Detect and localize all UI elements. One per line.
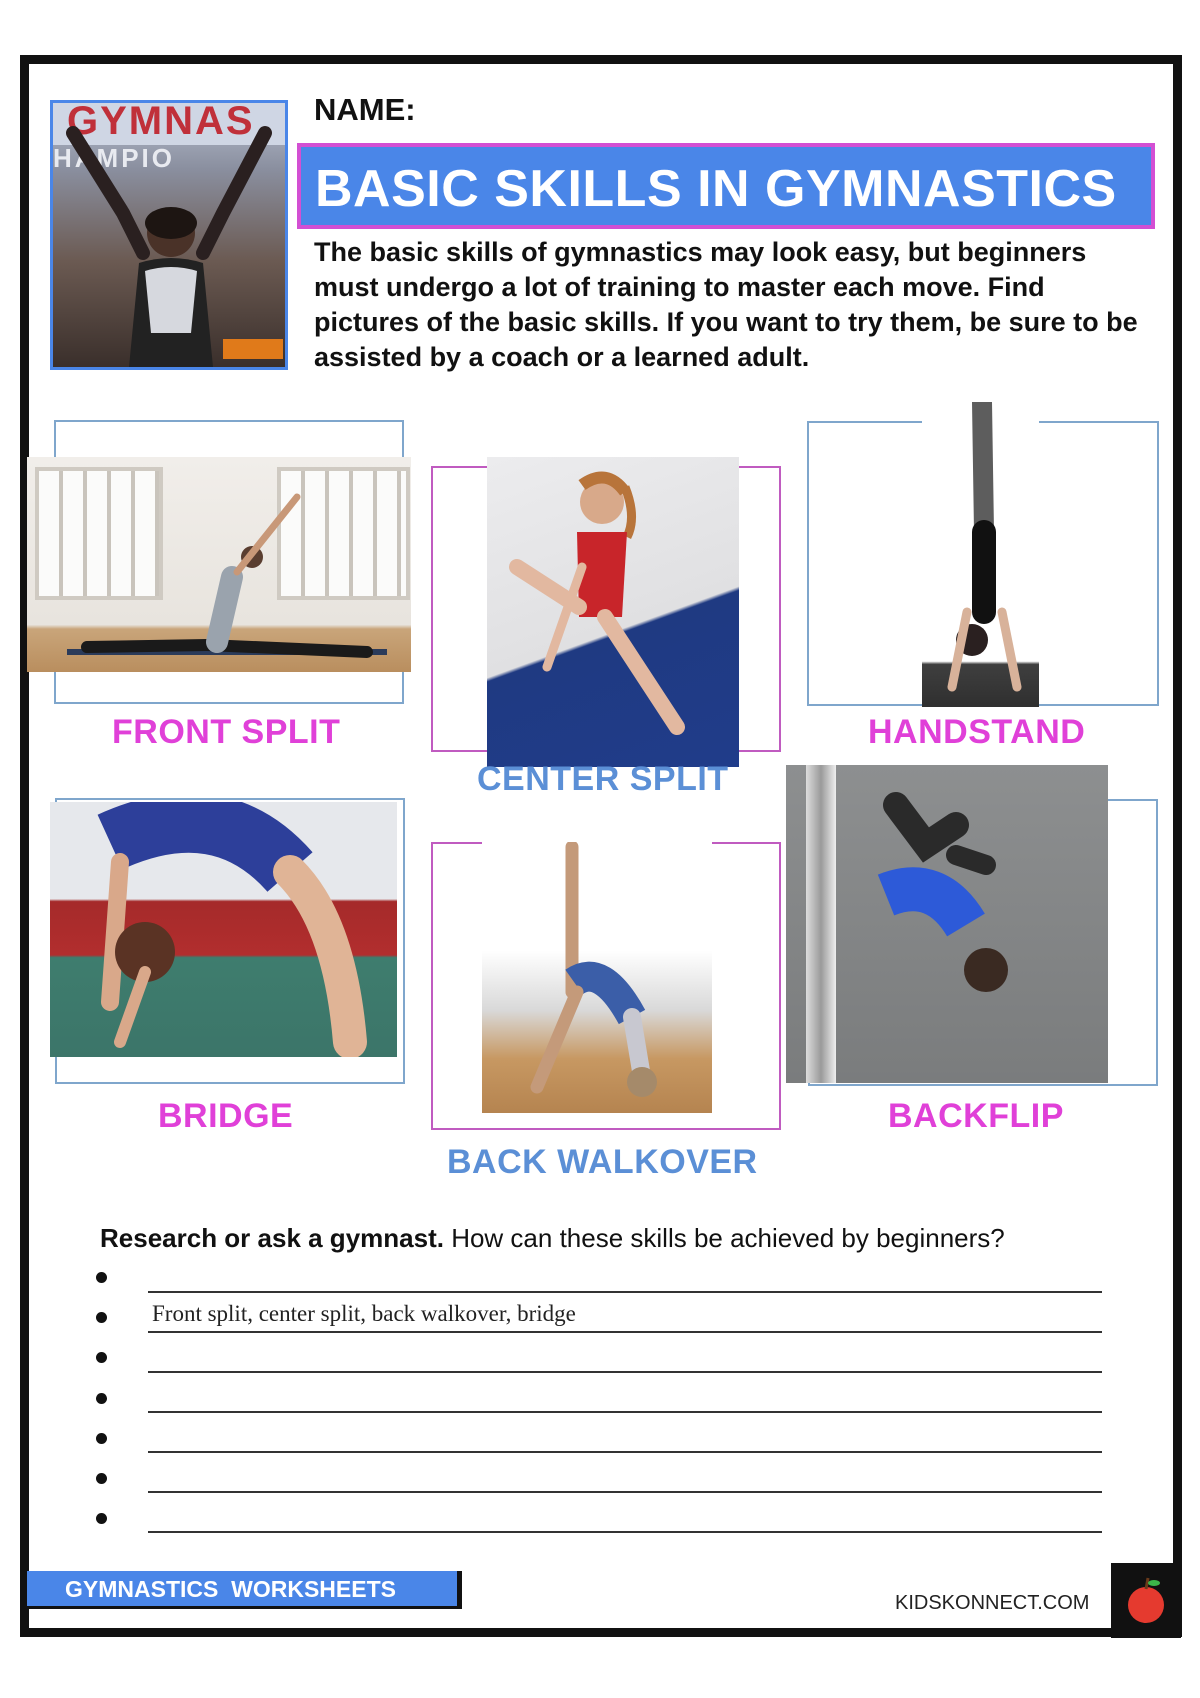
answer-line-7	[148, 1531, 1102, 1533]
center-split-label: CENTER SPLIT	[477, 760, 729, 798]
bullet	[96, 1393, 107, 1404]
bullet	[96, 1312, 107, 1323]
answer-input-4[interactable]	[152, 1382, 1092, 1410]
logo-box	[1111, 1563, 1181, 1638]
center-split-photo	[487, 457, 739, 767]
answer-input-1[interactable]	[152, 1262, 1092, 1290]
hero-banner-subtext: HAMPIO	[53, 143, 175, 173]
page-title: BASIC SKILLS IN GYMNASTICS	[315, 160, 1117, 218]
answer-line-5	[148, 1451, 1102, 1453]
backflip-photo	[786, 765, 1108, 1083]
bridge-photo	[50, 802, 397, 1057]
bridge-label: BRIDGE	[158, 1097, 294, 1135]
bullet	[96, 1272, 107, 1283]
hero-banner-text: GYMNAS	[67, 100, 255, 143]
front-split-label: FRONT SPLIT	[112, 713, 341, 751]
answer-line-1	[148, 1291, 1102, 1293]
answer-input-2[interactable]: Front split, center split, back walkover, bridge	[152, 1301, 576, 1326]
answer-input-3[interactable]	[152, 1342, 1092, 1370]
research-prompt-bold: Research or ask a gymnast.	[100, 1223, 444, 1253]
site-name: KIDSKONNECT.COM	[895, 1592, 1090, 1614]
intro-text: The basic skills of gymnastics may look easy, but beginners must undergo a lot of training to master each move. Find pictures of the basic skills. If you want to try them, be sure to be assisted by a coach or a learned adult.	[314, 237, 1138, 372]
title-banner	[297, 143, 1155, 229]
footer-tag-text: GYMNASTICS WORKSHEETS	[65, 1576, 396, 1602]
hero-gymnast-photo	[50, 100, 288, 370]
apple-icon	[1123, 1575, 1169, 1625]
front-split-photo	[27, 457, 411, 672]
answer-input-6[interactable]	[152, 1462, 1092, 1490]
answer-line-3	[148, 1371, 1102, 1373]
research-prompt-question: How can these skills be achieved by beginners?	[443, 1223, 1005, 1253]
answer-line-2	[148, 1331, 1102, 1333]
bullet	[96, 1352, 107, 1363]
answer-line-6	[148, 1491, 1102, 1493]
footer-tag	[27, 1571, 462, 1609]
back-walkover-photo	[482, 842, 712, 1113]
back-walkover-label: BACK WALKOVER	[447, 1143, 758, 1181]
answer-input-5[interactable]	[152, 1422, 1092, 1450]
handstand-photo	[922, 402, 1039, 707]
answer-input-7[interactable]	[152, 1502, 1092, 1530]
backflip-label: BACKFLIP	[888, 1097, 1064, 1135]
name-field[interactable]	[430, 92, 1150, 128]
gymnast-figure	[53, 103, 285, 367]
answer-line-4	[148, 1411, 1102, 1413]
bullet	[96, 1513, 107, 1524]
handstand-label: HANDSTAND	[868, 713, 1086, 751]
bullet	[96, 1473, 107, 1484]
name-label: NAME:	[314, 92, 416, 127]
bullet	[96, 1433, 107, 1444]
research-prompt	[100, 1223, 1005, 1254]
